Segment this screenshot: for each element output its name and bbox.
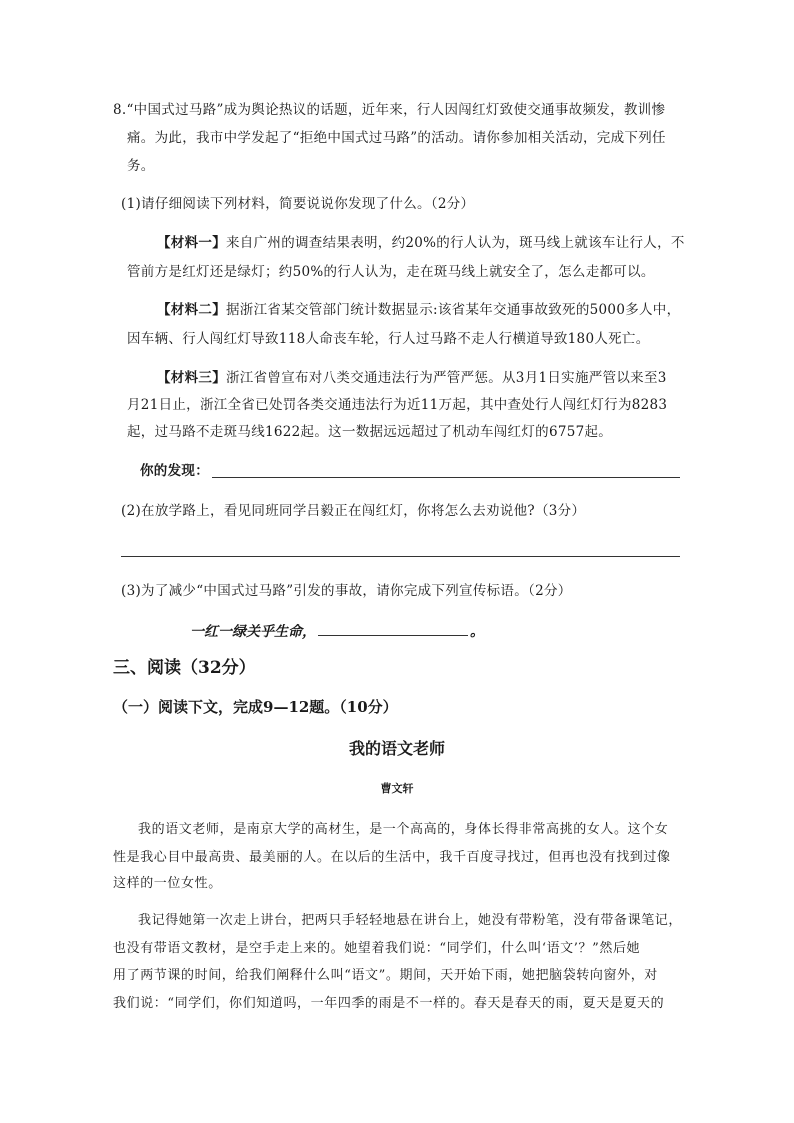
article-author: 曹文轩 [380, 782, 414, 795]
material1-line-1 [157, 233, 685, 253]
material1-text-1: 来自广州的调查结果表明，约20%的行人认为，斑马线上就该车让行人，不 [226, 235, 685, 251]
material3-line-3: 起，过马路不走斑马线1622起。这一数据远远超过了机动车闯红灯的6757起。 [127, 424, 613, 440]
finding-label: 你的发现： [140, 463, 209, 479]
paragraph-2-line-1: 我记得她第一次走上讲台，把两只手轻轻地悬在讲台上，她没有带粉笔，没有带备课笔记， [138, 913, 683, 928]
material2-text-1: 据浙江省某交管部门统计数据显示:该省某年交通事故致死的5000多人中， [226, 302, 681, 318]
material1-label: 【材料一】 [157, 235, 226, 251]
material3-label: 【材料三】 [157, 370, 226, 386]
material1-line-2: 管前方是红灯还是绿灯；约50%的行人认为，走在斑马线上就安全了，怎么走都可以。 [127, 264, 655, 280]
slogan-suffix: 。 [470, 624, 484, 640]
subsection-heading: （一）阅读下文，完成9—12题。（10分） [113, 698, 398, 716]
section-heading: 三、阅读（32分） [113, 658, 256, 678]
paragraph-2-line-4: 我们说：“同学们，你们知道吗，一年四季的雨是不一样的。春天是春天的雨，夏天是夏天的 [113, 996, 665, 1011]
material2-label: 【材料二】 [157, 302, 226, 318]
material3-line-2: 月21日止，浙江全省已处罚各类交通违法行为近11万起，其中查处行人闯红灯行为8283 [127, 397, 668, 413]
paragraph-2-line-3: 用了两节课的时间，给我们阐释什么叫“语文”。期间，天开始下雨，她把脑袋转向窗外，对 [113, 968, 658, 983]
article-title: 我的语文老师 [348, 739, 445, 758]
slogan-prefix: 一红一绿关乎生命， [190, 624, 316, 640]
q8-part2-prompt: (2)在放学路上，看见同班同学吕毅正在闯红灯，你将怎么去劝说他?（3分） [121, 503, 586, 519]
material3-text-1: 浙江省曾宣布对八类交通违法行为严管严惩。从3月1日实施严管以来至3 [226, 370, 667, 386]
q8-part3-prompt: (3)为了减少“中国式过马路”引发的事故，请你完成下列宣传标语。（2分） [121, 583, 572, 599]
part2-answer-line[interactable] [121, 556, 680, 557]
material2-line-2: 因车辆、行人闯红灯导致118人命丧车轮，行人过马路不走人行横道导致180人死亡。 [127, 331, 650, 347]
material2-line-1 [157, 300, 680, 320]
paragraph-1-line-1: 我的语文老师，是南京大学的高材生，是一个高高的，身体长得非常高挑的女人。这个女 [138, 822, 669, 837]
q8-stem-line-3: 务。 [127, 158, 155, 174]
slogan-line [190, 621, 484, 642]
paragraph-2-line-2: 也没有带语文教材，是空手走上来的。她望着我们说：“同学们，什么叫‘语文’？”然后她 [113, 941, 641, 956]
q8-stem-line-2: 痛。为此，我市中学发起了“拒绝中国式过马路”的活动。请你参加相关活动，完成下列任 [127, 130, 666, 146]
paragraph-1-line-2: 性是我心目中最高贵、最美丽的人。在以后的生活中，我千百度寻找过，但再也没有找到过像 [113, 850, 671, 865]
paragraph-1-line-3: 这样的一位女性。 [113, 876, 222, 891]
finding-answer-line[interactable] [212, 477, 680, 478]
q8-part1-prompt: (1)请仔细阅读下列材料，简要说说你发现了什么。（2分） [121, 196, 475, 212]
q8-stem-line-1: 8.“中国式过马路”成为舆论热议的话题，近年来，行人因闯红灯致使交通事故频发，教训惨 [113, 102, 666, 118]
material3-line-1 [157, 368, 667, 388]
slogan-blank[interactable] [318, 621, 468, 636]
